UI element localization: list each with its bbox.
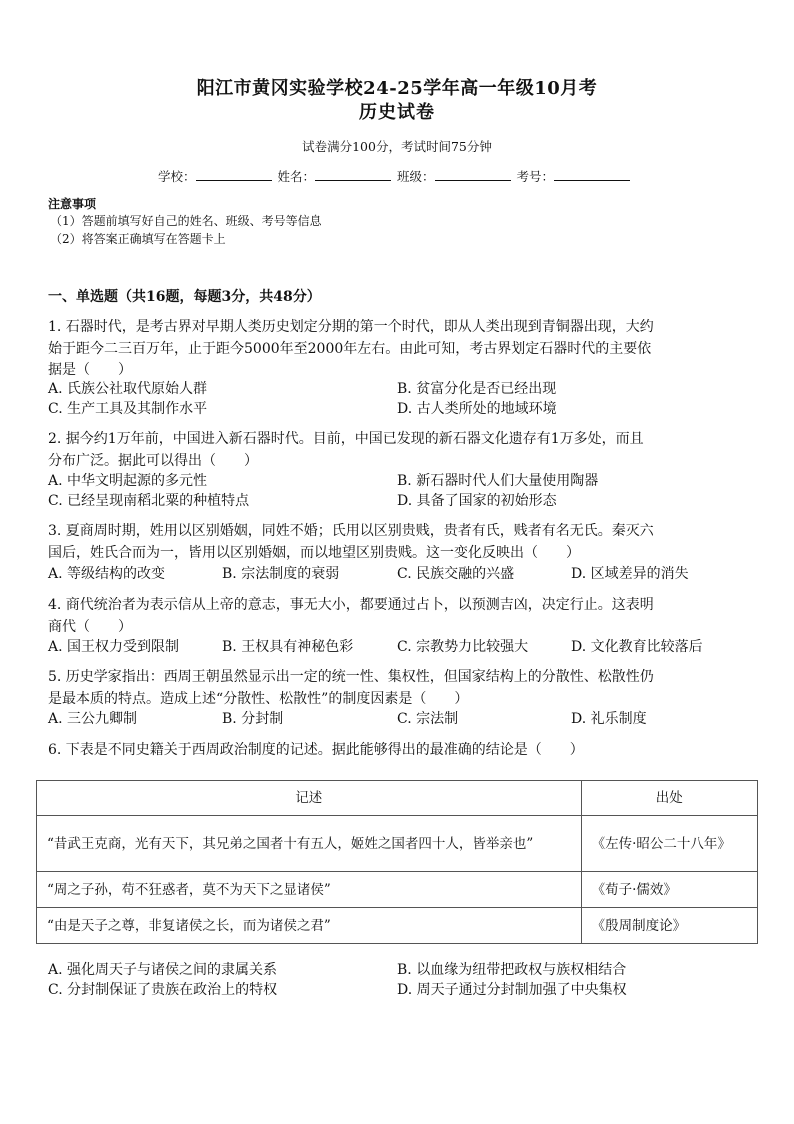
question-4-option-a[interactable]: A. 国王权力受到限制 xyxy=(48,639,180,655)
question-3-text: 3. 夏商周时期，姓用以区别婚姻，同姓不婚；氏用以区别贵贱，贵者有氏，贱者有名无氏。秦灭六 xyxy=(48,523,654,539)
table-header: 记述 xyxy=(37,781,582,816)
student-info-line xyxy=(158,168,632,185)
question-5-text: 是最本质的特点。造成上述“分散性、松散性”的制度因素是（ ） xyxy=(48,691,469,707)
question-2-option-c[interactable]: C. 已经呈现南稻北粟的种植特点 xyxy=(48,493,250,509)
history-source-table xyxy=(36,780,758,944)
table-header: 出处 xyxy=(581,781,757,816)
table-row xyxy=(37,816,758,872)
section-heading: 一、单选题（共16题，每题3分，共48分） xyxy=(48,289,321,305)
school-label: 学校： xyxy=(158,169,196,184)
question-5-option-d[interactable]: D. 礼乐制度 xyxy=(571,711,647,727)
exam-number-label: 考号： xyxy=(516,169,555,184)
question-4-option-d[interactable]: D. 文化教育比较落后 xyxy=(571,639,703,655)
question-6-option-c[interactable]: C. 分封制保证了贵族在政治上的特权 xyxy=(48,982,278,998)
question-1-option-b[interactable]: B. 贫富分化是否已经出现 xyxy=(397,381,557,397)
question-1-option-d[interactable]: D. 古人类所处的地域环境 xyxy=(397,401,557,417)
question-3-option-d[interactable]: D. 区域差异的消失 xyxy=(571,566,689,582)
question-4-option-b[interactable]: B. 王权具有神秘色彩 xyxy=(222,639,354,655)
question-2-option-a[interactable]: A. 中华文明起源的多元性 xyxy=(48,473,208,489)
name-blank[interactable] xyxy=(315,168,391,181)
name-label: 姓名： xyxy=(277,169,316,184)
question-2-option-d[interactable]: D. 具备了国家的初始形态 xyxy=(397,493,557,509)
question-3-option-c[interactable]: C. 民族交融的兴盛 xyxy=(397,566,515,582)
question-3-text: 国后，姓氏合而为一，皆用以区别婚姻，而以地望区别贵贱。这一变化反映出（ ） xyxy=(48,545,580,561)
table-cell-record: “周之子孙，苟不狂惑者，莫不为天下之显诸侯” xyxy=(37,872,582,908)
table-row xyxy=(37,908,758,944)
question-6-option-a[interactable]: A. 强化周天子与诸侯之间的隶属关系 xyxy=(48,962,278,978)
notice-title: 注意事项 xyxy=(48,197,97,211)
exam-subtitle: 历史试卷 xyxy=(359,102,435,123)
question-5-text: 5. 历史学家指出：西周王朝虽然显示出一定的统一性、集权性，但国家结构上的分散性、松散性仍 xyxy=(48,669,654,685)
question-1-text: 1. 石器时代，是考古界对早期人类历史划定分期的第一个时代，即从人类出现到青铜器出现，大约 xyxy=(48,319,654,335)
question-1-text: 据是（ ） xyxy=(48,362,132,378)
notice-item: （2）将答案正确填写在答题卡上 xyxy=(50,232,226,246)
question-6-option-d[interactable]: D. 周天子通过分封制加强了中央集权 xyxy=(397,982,627,998)
school-blank[interactable] xyxy=(196,168,272,181)
question-2-text: 2. 据今约1万年前，中国进入新石器时代。目前，中国已发现的新石器文化遗存有1万多处，而且 xyxy=(48,431,644,447)
question-1-text: 始于距今二三百万年，止于距今5000年至2000年左右。由此可知，考古界划定石器时代的主要依 xyxy=(48,341,652,357)
question-4-text: 4. 商代统治者为表示信从上帝的意志，事无大小，都要通过占卜，以预测吉凶，决定行止。这表明 xyxy=(48,597,654,613)
question-1-option-a[interactable]: A. 氏族公社取代原始人群 xyxy=(48,381,208,397)
question-3-option-b[interactable]: B. 宗法制度的衰弱 xyxy=(222,566,340,582)
table-cell-source: 《殷周制度论》 xyxy=(581,908,757,944)
notice-item: （1）答题前填写好自己的姓名、班级、考号等信息 xyxy=(50,214,322,228)
table-row xyxy=(37,872,758,908)
question-2-option-b[interactable]: B. 新石器时代人们大量使用陶器 xyxy=(397,473,599,489)
table-cell-record: “由是天子之尊，非复诸侯之长，而为诸侯之君” xyxy=(37,908,582,944)
class-blank[interactable] xyxy=(435,168,511,181)
table-cell-record: “昔武王克商，光有天下，其兄弟之国者十有五人，姬姓之国者四十人，皆举亲也” xyxy=(37,816,582,872)
question-5-option-b[interactable]: B. 分封制 xyxy=(222,711,284,727)
table-cell-source: 《荀子·儒效》 xyxy=(581,872,757,908)
question-5-option-c[interactable]: C. 宗法制 xyxy=(397,711,459,727)
question-4-text: 商代（ ） xyxy=(48,619,132,635)
question-3-option-a[interactable]: A. 等级结构的改变 xyxy=(48,566,166,582)
question-2-text: 分布广泛。据此可以得出（ ） xyxy=(48,453,258,469)
table-cell-source: 《左传·昭公二十八年》 xyxy=(581,816,757,872)
exam-title: 阳江市黄冈实验学校24-25学年高一年级10月考 xyxy=(196,78,598,99)
question-4-option-c[interactable]: C. 宗教势力比较强大 xyxy=(397,639,529,655)
question-5-option-a[interactable]: A. 三公九卿制 xyxy=(48,711,138,727)
exam-number-blank[interactable] xyxy=(554,168,630,181)
class-label: 班级： xyxy=(397,169,435,184)
question-1-option-c[interactable]: C. 生产工具及其制作水平 xyxy=(48,401,208,417)
question-6-text: 6. 下表是不同史籍关于西周政治制度的记述。据此能够得出的最准确的结论是（ ） xyxy=(48,742,584,758)
question-6-option-b[interactable]: B. 以血缘为纽带把政权与族权相结合 xyxy=(397,962,627,978)
exam-meta: 试卷满分100分，考试时间75分钟 xyxy=(302,139,492,154)
